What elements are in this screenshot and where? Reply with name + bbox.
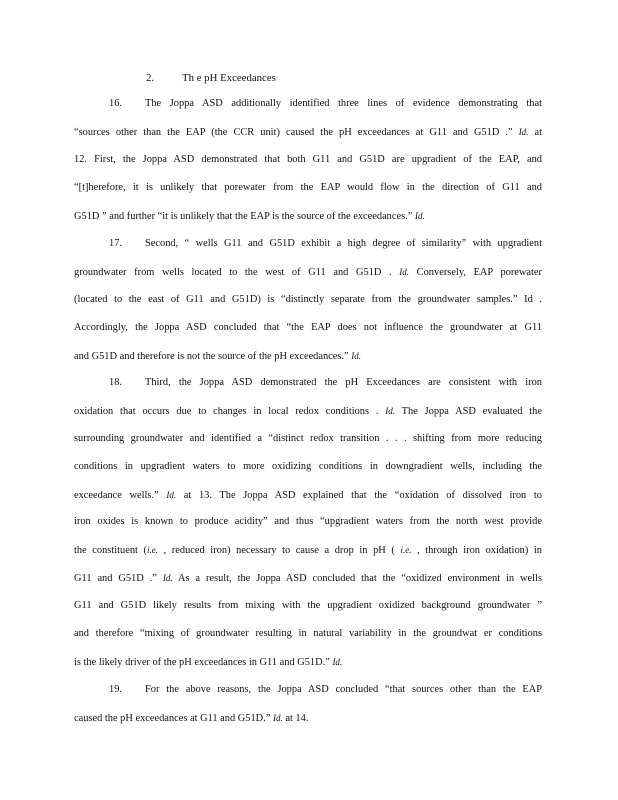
- paragraph-18: [74, 376, 542, 683]
- paragraph-line: groundwater from wells located to the west of G11 and G51D . Id. Conversely, EAP porewater: [74, 266, 542, 278]
- paragraph-number: 17.: [109, 238, 122, 249]
- paragraph-line: Accordingly, the Joppa ASD concluded that “the EAP does not influence the groundwater at G11: [74, 321, 542, 333]
- paragraph-line: “sources other than the EAP (the CCR unit) caused the pH exceedances at G11 and G51D .” Id. at: [74, 126, 542, 138]
- paragraph-line: exceedance wells.” Id. at 13. The Joppa ASD explained that the “oxidation of dissolved iron to: [74, 489, 542, 501]
- paragraph-19: [74, 683, 542, 739]
- paragraph-line: and therefore “mixing of groundwater resulting in natural variability in the groundwat er conditions: [74, 628, 542, 640]
- section-title: Th e pH Exceedances: [182, 72, 276, 84]
- paragraph-line: oxidation that occurs due to changes in local redox conditions . Id. The Joppa ASD evaluated the: [74, 405, 542, 417]
- section-number: 2.: [146, 72, 155, 84]
- paragraph-line: surrounding groundwater and identified a “distinct redox transition . . . shifting from more reducing: [74, 432, 542, 444]
- paragraph-17: [74, 237, 542, 376]
- paragraph-line: caused the pH exceedances at G11 and G51D.” Id. at 14.: [74, 712, 309, 724]
- paragraph-number: 18.: [109, 377, 122, 388]
- paragraph-number: 16.: [109, 98, 122, 109]
- paragraph-16: [74, 97, 542, 236]
- paragraph-line: G11 and G51D .” Id. As a result, the Joppa ASD concluded that the “oxidized environment in wells: [74, 573, 542, 585]
- paragraph-line: 18. Third, the Joppa ASD demonstrated the pH Exceedances are consistent with iron: [109, 377, 542, 388]
- paragraph-line: G51D ” and further “it is unlikely that the EAP is the source of the exceedances.” Id.: [74, 210, 425, 222]
- section-heading: [146, 72, 276, 84]
- paragraph-line: “[t]herefore, it is unlikely that porewater from the EAP would flow in the direction of G11 and: [74, 181, 542, 193]
- paragraph-line: G11 and G51D likely results from mixing with the upgradient oxidized background groundwater ”: [74, 600, 542, 612]
- paragraph-line: is the likely driver of the pH exceedances in G11 and G51D.” Id.: [74, 656, 343, 668]
- paragraph-line: conditions in upgradient waters to more oxidizing conditions in downgradient wells, including the: [74, 460, 542, 472]
- paragraph-line: 19. For the above reasons, the Joppa ASD concluded “that sources other than the EAP: [109, 684, 542, 695]
- paragraph-line: and G51D and therefore is not the source of the pH exceedances.” Id.: [74, 350, 362, 362]
- paragraph-line: 16. The Joppa ASD additionally identified three lines of evidence demonstrating that: [109, 98, 542, 109]
- paragraph-line: 17. Second, “ wells G11 and G51D exhibit a high degree of similarity” with upgradient: [109, 238, 542, 249]
- paragraph-line: the constituent (i.e. , reduced iron) necessary to cause a drop in pH ( i.e. , through iron oxidation) in: [74, 545, 542, 557]
- paragraph-number: 19.: [109, 684, 122, 695]
- paragraph-line: iron oxides is known to produce acidity” and thus “upgradient waters from the north west provide: [74, 516, 542, 528]
- paragraph-line: 12. First, the Joppa ASD demonstrated that both G11 and G51D are upgradient of the EAP, and: [74, 153, 542, 165]
- paragraph-line: (located to the east of G11 and G51D) is “distinctly separate from the groundwater samples.” Id .: [74, 293, 542, 305]
